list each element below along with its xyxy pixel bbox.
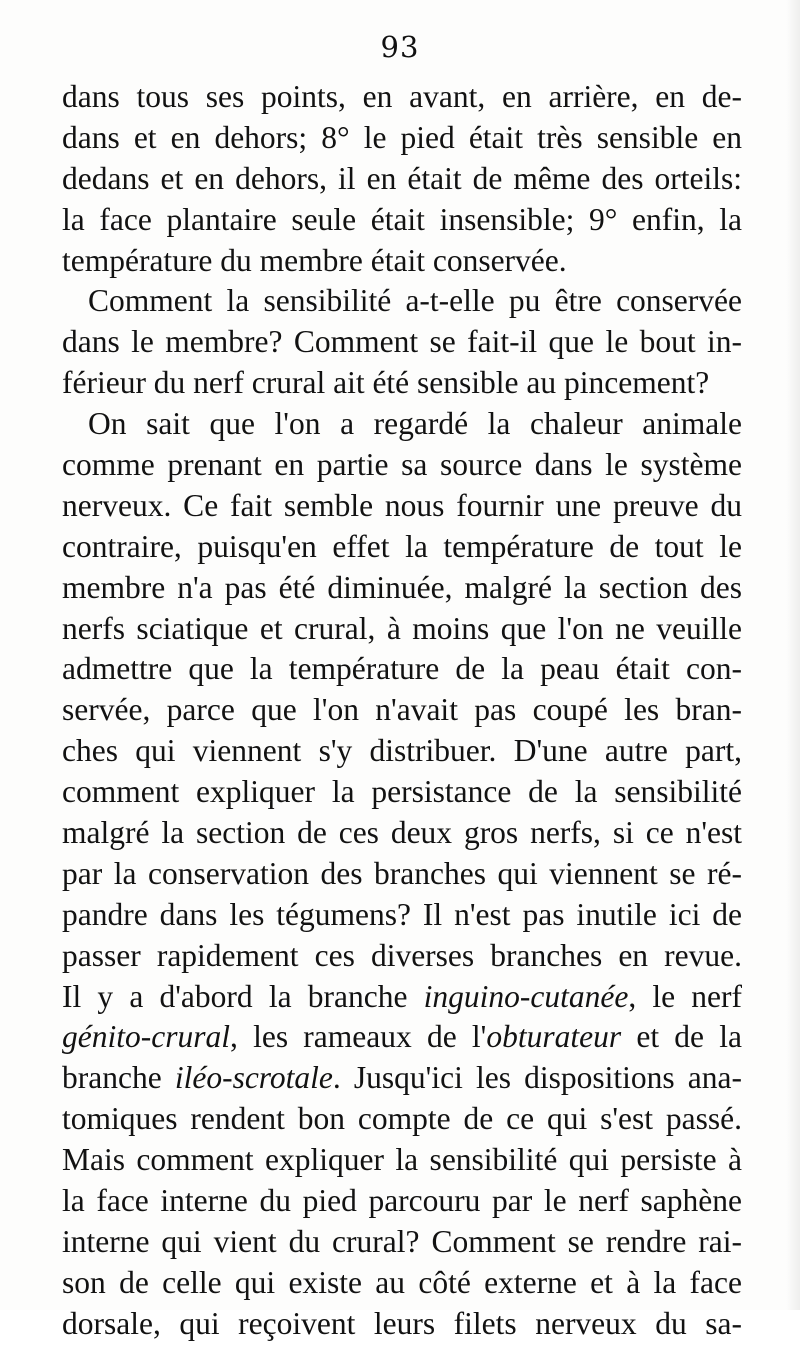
- text-segment: férieur du nerf crural ait été sensible au pincement?: [62, 365, 710, 401]
- text-line: [62, 363, 742, 404]
- text-segment: malgré la section de ces deux gros nerfs, si ce n'est: [62, 815, 742, 851]
- body-text: [62, 77, 742, 1345]
- text-line: [62, 568, 742, 609]
- text-segment: . Jusqu'ici les dispositions ana-: [332, 1060, 743, 1096]
- text-line: [62, 609, 742, 650]
- text-segment: interne qui vient du crural? Comment se rendre rai-: [62, 1223, 742, 1259]
- text-line: [62, 486, 742, 527]
- text-segment: Comment la sensibilité a-t-elle pu être conservée: [88, 283, 742, 319]
- text-line: [62, 322, 742, 363]
- text-segment: comme prenant en partie sa source dans le système: [62, 447, 742, 483]
- text-segment: la face interne du pied parcouru par le nerf saphène: [62, 1183, 742, 1219]
- text-line: [62, 527, 742, 568]
- text-line: [62, 1263, 742, 1304]
- text-line: [62, 1140, 742, 1181]
- page-number: 93: [380, 30, 420, 64]
- text-segment: dorsale, qui reçoivent leurs filets nerveux du sa-: [62, 1305, 742, 1341]
- text-segment: contraire, puisqu'en effet la température de tout le: [62, 528, 742, 564]
- text-segment: par la conservation des branches qui viennent se ré-: [62, 855, 742, 891]
- text-segment: ches qui viennent s'y distribuer. D'une autre part,: [62, 733, 742, 769]
- text-line: [62, 772, 742, 813]
- italic-term: génito-crural: [62, 1019, 230, 1055]
- text-segment: et de la: [621, 1019, 742, 1055]
- text-segment: membre n'a pas été diminuée, malgré la section des: [62, 569, 742, 605]
- text-segment: admettre que la température de la peau était con-: [62, 651, 742, 687]
- text-line: [62, 77, 742, 118]
- text-line: [62, 1058, 742, 1099]
- text-line: [62, 813, 742, 854]
- text-segment: comment expliquer la persistance de la sensibilité: [62, 774, 742, 810]
- text-line: [62, 977, 742, 1018]
- text-line: [62, 159, 742, 200]
- text-segment: son de celle qui existe au côté externe et à la face: [62, 1264, 742, 1300]
- italic-term: inguino-cutanée: [423, 978, 629, 1014]
- text-segment: température du membre était conservée.: [62, 242, 567, 278]
- text-line: [62, 200, 742, 241]
- text-line: [62, 731, 742, 772]
- text-segment: pandre dans les tégumens? Il n'est pas inutile ici de: [62, 896, 742, 932]
- text-line: [62, 118, 742, 159]
- text-line: [62, 404, 742, 445]
- text-line: [62, 281, 742, 322]
- text-line: [62, 936, 742, 977]
- text-segment: dans tous ses points, en avant, en arrière, en de-: [62, 79, 742, 114]
- text-segment: Il y a d'abord la branche: [62, 978, 424, 1014]
- text-segment: passer rapidement ces diverses branches en revue.: [62, 937, 742, 973]
- text-segment: tomiques rendent bon compte de ce qui s'est passé.: [62, 1101, 742, 1137]
- text-line: [62, 241, 742, 282]
- text-line: [62, 690, 742, 731]
- text-segment: Mais comment expliquer la sensibilité qui persiste à: [62, 1142, 742, 1178]
- text-line: [62, 1304, 742, 1345]
- text-line: [62, 445, 742, 486]
- text-line: [62, 649, 742, 690]
- text-line: [62, 1222, 742, 1263]
- text-segment: dans le membre? Comment se fait-il que le bout in-: [62, 324, 742, 360]
- text-line: [62, 1017, 742, 1058]
- text-segment: , les rameaux de l': [229, 1019, 487, 1055]
- text-segment: dans et en dehors; 8° le pied était très sensible en: [62, 119, 742, 155]
- text-segment: nerveux. Ce fait semble nous fournir une preuve du: [62, 487, 742, 523]
- text-segment: , le nerf: [628, 978, 742, 1014]
- text-segment: branche: [62, 1060, 175, 1096]
- text-line: [62, 854, 742, 895]
- italic-term: obturateur: [486, 1019, 622, 1055]
- text-segment: On sait que l'on a regardé la chaleur animale: [88, 406, 742, 442]
- italic-term: iléo-scrotale: [174, 1060, 333, 1096]
- text-segment: dedans et en dehors, il en était de même des orteils:: [62, 160, 742, 196]
- text-segment: servée, parce que l'on n'avait pas coupé les bran-: [62, 692, 742, 728]
- text-line: [62, 1099, 742, 1140]
- text-segment: la face plantaire seule était insensible; 9° enfin, la: [62, 201, 742, 237]
- page-edge-shadow: [786, 0, 800, 1310]
- text-segment: nerfs sciatique et crural, à moins que l'on ne veuille: [62, 610, 742, 646]
- text-line: [62, 1181, 742, 1222]
- text-line: [62, 895, 742, 936]
